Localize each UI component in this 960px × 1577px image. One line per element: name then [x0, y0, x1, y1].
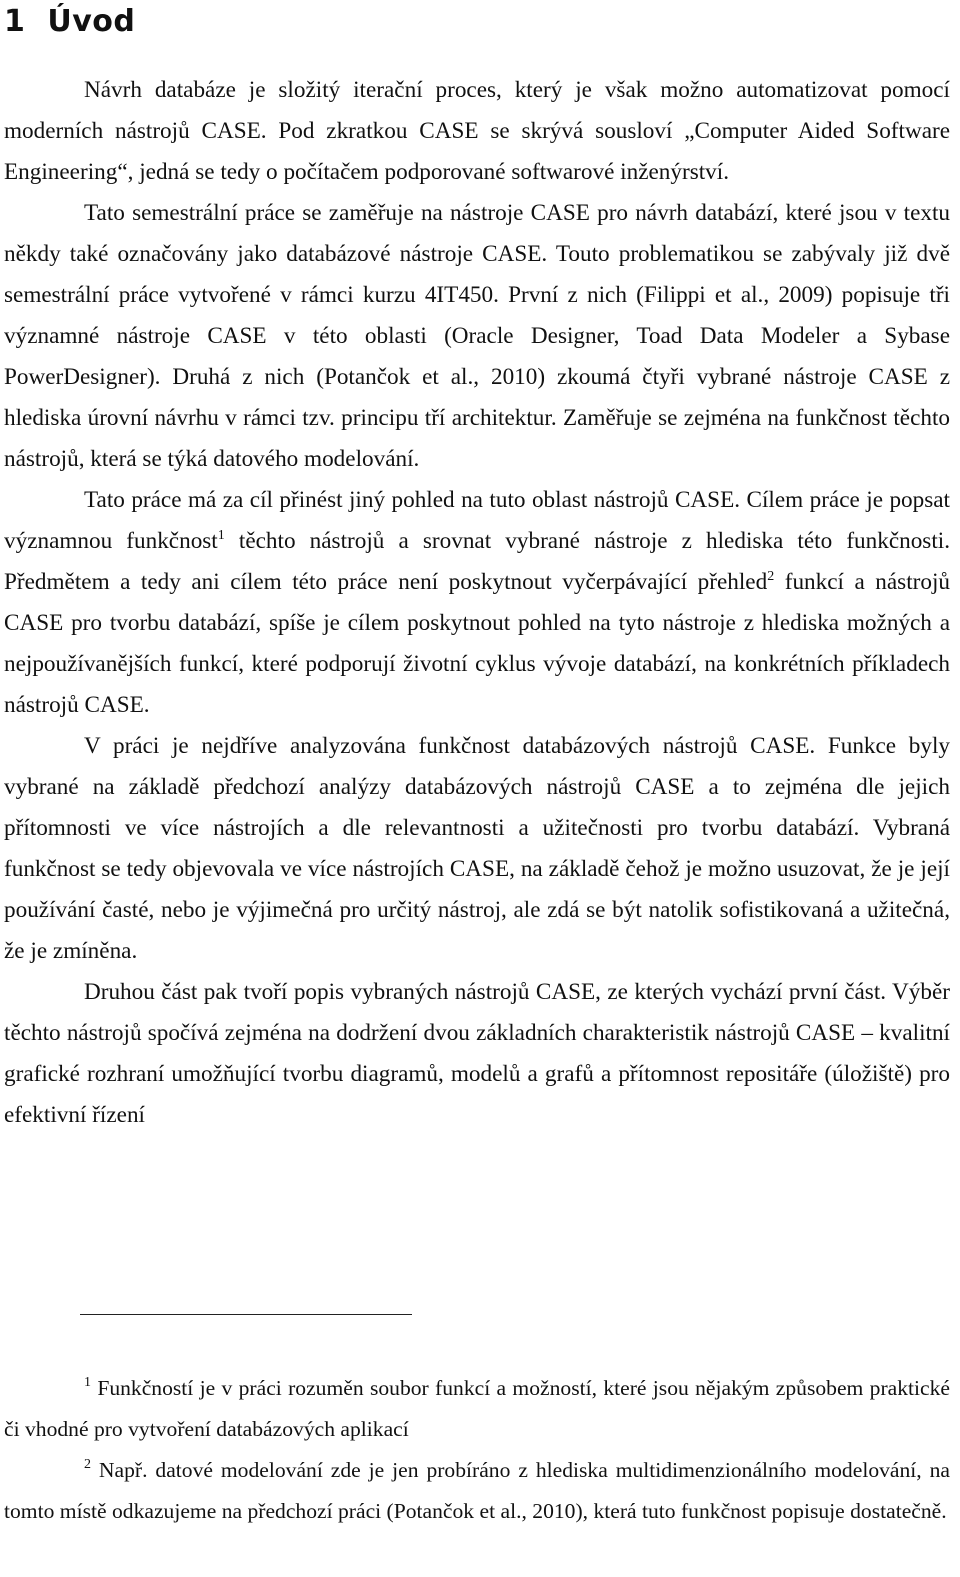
footnote-reference[interactable]: 1 — [217, 528, 225, 543]
paragraph-text: funkcí a nástrojů CASE pro tvorbu databází, spíše je cílem poskytnout pohled na tyto nástroje z hlediska možných a nejpoužívanějších funkcí, které podporují životní cyklus vývoje databází, na konkrétních příkladech nástrojů CASE. — [4, 569, 950, 718]
footnote — [4, 1450, 950, 1532]
footnotes — [4, 1368, 950, 1532]
paragraph: Druhou část pak tvoří popis vybraných nástrojů CASE, ze kterých vychází první část. Výběr těchto nástrojů spočívá zejména na dodržení dvou základních charakteristik nástrojů CASE – kvalitní grafické rozhraní umožňující tvorbu diagramů, modelů a grafů a přítomnost repositáře (úložiště) pro efektivní řízení — [4, 979, 950, 1128]
footnote — [4, 1368, 950, 1450]
chapter-heading — [4, 2, 135, 42]
paragraph: Návrh databáze je složitý iterační proces, který je však možno automatizovat pomocí moderních nástrojů CASE. Pod zkratkou CASE se skrývá sousloví „Computer Aided Software Engineering“, jedná se tedy o počítačem podporované softwarové inženýrství. — [4, 77, 950, 185]
body-text — [4, 70, 950, 1136]
paragraph: Tato semestrální práce se zaměřuje na nástroje CASE pro návrh databází, které jsou v textu někdy také označovány jako databázové nástroje CASE. Touto problematikou se zabývaly již dvě semestrální práce vytvořené v rámci kurzu 4IT450. První z nich (Filippi et al., 2009) popisuje tři významné nástroje CASE v této oblasti (Oracle Designer, Toad Data Modeler a Sybase PowerDesigner). Druhá z nich (Potančok et al., 2010) zkoumá čtyři vybrané nástroje CASE z hlediska úrovní návrhu v rámci tzv. principu tří architektur. Zaměřuje se zejména na funkčnost těchto nástrojů, která se týká datového modelování. — [4, 200, 950, 472]
footnote-text: Např. datové modelování zde je jen probíráno z hlediska multidimenzionálního modelování, na tomto místě odkazujeme na předchozí práci (Potančok et al., 2010), která tuto funkčnost popisuje dostatečně. — [4, 1458, 950, 1523]
paragraph-text: Tato práce má za cíl přinést jiný pohled na tuto oblast nástrojů CASE. Cílem práce je popsat významnou funkčnost — [4, 487, 950, 554]
chapter-title: Úvod — [47, 4, 136, 39]
paragraph: V práci je nejdříve analyzována funkčnost databázových nástrojů CASE. Funkce byly vybrané na základě předchozí analýzy databázových nástrojů CASE a to zejména dle jejich přítomnosti ve více nástrojích a dle relevantnosti a užitečnosti pro tvorbu databází. Vybraná funkčnost se tedy objevovala ve více nástrojích CASE, na základě čehož je možno usuzovat, že je její používání časté, nebo je výjimečná pro určitý nástroj, ale zdá se být natolik sofistikovaná a užitečná, že je zmíněna. — [4, 733, 950, 964]
footnote-marker: 2 — [84, 1457, 91, 1472]
paragraph — [4, 480, 950, 726]
chapter-number: 1 — [4, 4, 26, 39]
footnote-marker: 1 — [84, 1375, 91, 1390]
paragraph-text: těchto nástrojů a srovnat vybrané nástroje z hlediska této funkčnosti. Předmětem a tedy ani cílem této práce není poskytnout vyčerpávající přehled — [4, 528, 950, 595]
footnote-reference[interactable]: 2 — [767, 569, 775, 584]
footnote-separator — [80, 1314, 412, 1315]
footnote-text: Funkčností je v práci rozuměn soubor funkcí a možností, které jsou nějakým způsobem praktické či vhodné pro vytvoření databázových aplikací — [4, 1376, 950, 1441]
